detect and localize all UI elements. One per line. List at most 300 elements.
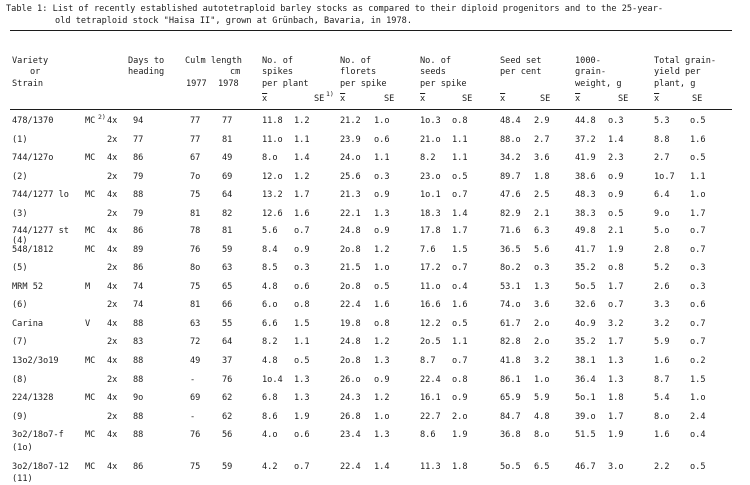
cell-spse: 1.6 — [294, 209, 310, 219]
cell-ploidy: 2x — [107, 375, 118, 385]
cell-ssx: 89.7 — [500, 172, 521, 182]
cell-ssx: 74.o — [500, 300, 521, 310]
cell-ssse: o.3 — [534, 263, 550, 273]
header-culm-1: Culm length — [185, 56, 242, 66]
cell-days: 88 — [133, 430, 144, 440]
cell-days: 86 — [133, 462, 144, 472]
cell-ylse: o.3 — [690, 263, 706, 273]
cell-gwx: 5o.1 — [575, 393, 596, 403]
cell-gwse: o.9 — [608, 190, 624, 200]
cell-gwse: 1.9 — [608, 430, 624, 440]
cell-mark: MC — [85, 356, 96, 366]
cell-mark: M — [85, 282, 91, 292]
cell-ssx: 36.5 — [500, 245, 521, 255]
cell-ssx: 86.1 — [500, 375, 521, 385]
header-spikes-3: per plant — [262, 79, 309, 89]
cell-gwse: 2.1 — [608, 226, 624, 236]
cell-flse: 1.3 — [374, 209, 390, 219]
cell-sdse: 1.1 — [452, 337, 468, 347]
cell-gwx: 48.3 — [575, 190, 596, 200]
header-seeds-se: SE — [462, 94, 473, 104]
cell-c77: 77 — [190, 135, 201, 145]
cell-ploidy: 2x — [107, 300, 118, 310]
cell-spse: o.7 — [294, 226, 310, 236]
cell-days: 94 — [133, 116, 144, 126]
cell-days: 79 — [133, 172, 144, 182]
cell-c78: 62 — [222, 412, 233, 422]
cell-sdse: 2.o — [452, 412, 468, 422]
cell-flx: 24.3 — [340, 393, 361, 403]
cell-spse: 1.2 — [294, 172, 310, 182]
header-florets-2: florets — [340, 67, 377, 77]
cell-sdx: 18.3 — [420, 209, 441, 219]
cell-ssse: 2.5 — [534, 190, 550, 200]
cell-sdx: 23.o — [420, 172, 441, 182]
cell-ylx: 5.2 — [654, 263, 670, 273]
cell-ploidy: 2x — [107, 412, 118, 422]
cell-ploidy: 4x — [107, 190, 118, 200]
cell-flx: 21.5 — [340, 263, 361, 273]
cell-flse: 1.3 — [374, 430, 390, 440]
cell-ssx: 47.6 — [500, 190, 521, 200]
cell-ploidy: 4x — [107, 430, 118, 440]
cell-c77: 75 — [190, 190, 201, 200]
cell-spx: 13.2 — [262, 190, 283, 200]
header-seedset-se: SE — [540, 94, 551, 104]
header-variety-3: Strain — [12, 79, 44, 89]
cell-spse: 1.2 — [294, 116, 310, 126]
cell-spx: 12.6 — [262, 209, 283, 219]
cell-ylse: 2.4 — [690, 412, 706, 422]
cell-ploidy: 2x — [107, 135, 118, 145]
cell-ssse: 5.9 — [534, 393, 550, 403]
cell-ssse: 2.o — [534, 319, 550, 329]
cell-spx: 4.2 — [262, 462, 278, 472]
table-caption-line-1: Table 1: List of recently established autotetraploid barley stocks as compared to their diploid progenitors and to the 25-year- — [6, 4, 664, 14]
cell-ssse: 3.6 — [534, 153, 550, 163]
cell-variety: (8) — [12, 375, 28, 385]
cell-gwx: 38.1 — [575, 356, 596, 366]
cell-variety: 3o2/18o7-f — [12, 430, 64, 440]
cell-ylx: 8.7 — [654, 375, 670, 385]
cell-gwse: 1.4 — [608, 135, 624, 145]
header-grainw-x: $\overline{x}$ — [575, 94, 581, 104]
cell-variety: (9) — [12, 412, 28, 422]
cell-mark: MC — [85, 462, 96, 472]
cell-sdx: 17.8 — [420, 226, 441, 236]
cell-ssx: 53.1 — [500, 282, 521, 292]
cell-ylse: o.7 — [690, 319, 706, 329]
cell-sdx: 8.2 — [420, 153, 436, 163]
cell-ylx: 1.6 — [654, 356, 670, 366]
cell-sdx: 22.4 — [420, 375, 441, 385]
cell-ylx: 5.9 — [654, 337, 670, 347]
header-florets-se: SE — [384, 94, 395, 104]
cell-sdx: 8.7 — [420, 356, 436, 366]
cell-flx: 26.8 — [340, 412, 361, 422]
cell-c78: 59 — [222, 462, 233, 472]
cell-flx: 21.3 — [340, 190, 361, 200]
cell-ylse: 1.5 — [690, 375, 706, 385]
cell-gwx: 49.8 — [575, 226, 596, 236]
cell-ylx: 8.o — [654, 412, 670, 422]
cell-spse: o.6 — [294, 282, 310, 292]
cell-gwx: 51.5 — [575, 430, 596, 440]
cell-c78: 77 — [222, 116, 233, 126]
cell-flse: o.3 — [374, 172, 390, 182]
cell-spx: 8.5 — [262, 263, 278, 273]
cell-flx: 2o.8 — [340, 282, 361, 292]
cell-flse: o.6 — [374, 135, 390, 145]
cell-gwx: 41.7 — [575, 245, 596, 255]
cell-ploidy: 4x — [107, 282, 118, 292]
cell-c77: - — [190, 375, 196, 385]
cell-gwx: 5o.5 — [575, 282, 596, 292]
cell-ylx: 3.2 — [654, 319, 670, 329]
cell-flse: o.8 — [374, 319, 390, 329]
cell-flse: 1.o — [374, 116, 390, 126]
cell-c77: 78 — [190, 226, 201, 236]
cell-gwx: 38.3 — [575, 209, 596, 219]
cell-ssx: 8o.2 — [500, 263, 521, 273]
cell-ssse: 4.8 — [534, 412, 550, 422]
cell-sdse: 1.1 — [452, 153, 468, 163]
cell-flx: 22.1 — [340, 209, 361, 219]
cell-spx: 8.6 — [262, 412, 278, 422]
cell-sdx: 11.3 — [420, 462, 441, 472]
cell-ploidy: 4x — [107, 356, 118, 366]
cell-mark: MC — [85, 116, 96, 126]
cell-flse: o.5 — [374, 282, 390, 292]
cell-flse: o.9 — [374, 375, 390, 385]
cell-gwx: 39.o — [575, 412, 596, 422]
cell-sdse: 1.5 — [452, 245, 468, 255]
cell-flse: 1.1 — [374, 153, 390, 163]
cell-flx: 25.6 — [340, 172, 361, 182]
cell-mark: MC — [85, 430, 96, 440]
cell-variety: 548/1812 — [12, 245, 54, 255]
cell-sdse: 1.1 — [452, 135, 468, 145]
cell-c78: 81 — [222, 135, 233, 145]
cell-c78: 64 — [222, 337, 233, 347]
cell-ylx: 8.8 — [654, 135, 670, 145]
cell-mark: MC — [85, 245, 96, 255]
cell-ssse: 3.6 — [534, 300, 550, 310]
cell-variety: (11) — [12, 474, 33, 484]
cell-ssx: 36.8 — [500, 430, 521, 440]
cell-c77: 8o — [190, 263, 201, 273]
cell-spx: 11.8 — [262, 116, 283, 126]
cell-c77: 81 — [190, 209, 201, 219]
cell-spx: 8.2 — [262, 337, 278, 347]
cell-c77: 75 — [190, 462, 201, 472]
cell-ylx: 2.8 — [654, 245, 670, 255]
cell-sdse: 1.6 — [452, 300, 468, 310]
cell-spse: o.3 — [294, 263, 310, 273]
cell-ylse: o.7 — [690, 337, 706, 347]
cell-variety: (1) — [12, 135, 28, 145]
cell-ylse: o.5 — [690, 462, 706, 472]
cell-days: 74 — [133, 300, 144, 310]
header-seeds-3: per spike — [420, 79, 467, 89]
header-seeds-x: $\overline{x}$ — [420, 94, 426, 104]
header-yield-1: Total grain- — [654, 56, 717, 66]
cell-c78: 63 — [222, 263, 233, 273]
cell-gwx: 4o.9 — [575, 319, 596, 329]
cell-days: 88 — [133, 190, 144, 200]
header-days-1: Days to — [128, 56, 165, 66]
header-seedset-2: per cent — [500, 67, 542, 77]
cell-sdse: o.4 — [452, 282, 468, 292]
header-spikes-1: No. of — [262, 56, 294, 66]
cell-gwse: o.5 — [608, 209, 624, 219]
cell-ssse: 6.5 — [534, 462, 550, 472]
cell-spse: o.6 — [294, 430, 310, 440]
cell-flse: 1.4 — [374, 462, 390, 472]
cell-sdx: 22.7 — [420, 412, 441, 422]
header-spikes-x: $\overline{x}$ — [262, 94, 268, 104]
header-florets-3: per spike — [340, 79, 387, 89]
cell-gwse: 1.7 — [608, 282, 624, 292]
cell-sdx: 11.o — [420, 282, 441, 292]
cell-c77: 77 — [190, 116, 201, 126]
cell-days: 86 — [133, 263, 144, 273]
cell-spx: 6.8 — [262, 393, 278, 403]
cell-spx: 1o.4 — [262, 375, 283, 385]
cell-ploidy: 4x — [107, 319, 118, 329]
cell-spx: 12.o — [262, 172, 283, 182]
cell-flx: 22.4 — [340, 300, 361, 310]
cell-ploidy: 4x — [107, 226, 118, 236]
cell-ssx: 82.8 — [500, 337, 521, 347]
cell-spx: 6.o — [262, 300, 278, 310]
cell-ssse: 2.9 — [534, 116, 550, 126]
cell-variety: MRM 52 — [12, 282, 44, 292]
cell-spse: 1.9 — [294, 412, 310, 422]
cell-mark: MC — [85, 393, 96, 403]
cell-gwse: o.8 — [608, 263, 624, 273]
cell-mark: MC — [85, 190, 96, 200]
cell-c77: 7o — [190, 172, 201, 182]
cell-gwse: 1.3 — [608, 375, 624, 385]
cell-sdse: 1.7 — [452, 226, 468, 236]
cell-ploidy: 2x — [107, 337, 118, 347]
cell-ssse: 1.3 — [534, 282, 550, 292]
header-seeds-2: seeds — [420, 67, 446, 77]
cell-gwx: 35.2 — [575, 263, 596, 273]
cell-sdse: 1.4 — [452, 209, 468, 219]
cell-ploidy: 2x — [107, 263, 118, 273]
cell-spse: 1.7 — [294, 190, 310, 200]
header-top-rule — [10, 30, 732, 31]
cell-flx: 23.4 — [340, 430, 361, 440]
header-variety-2: or — [30, 67, 41, 77]
cell-days: 9o — [133, 393, 144, 403]
cell-sdse: 1.9 — [452, 430, 468, 440]
cell-c78: 49 — [222, 153, 233, 163]
cell-sdx: 17.2 — [420, 263, 441, 273]
cell-ylse: 1.o — [690, 190, 706, 200]
cell-flx: 24.o — [340, 153, 361, 163]
cell-variety: 744/1277 st — [12, 226, 69, 236]
cell-sdse: o.7 — [452, 263, 468, 273]
cell-sdse: o.8 — [452, 116, 468, 126]
cell-ssx: 5o.5 — [500, 462, 521, 472]
header-spikes-2: spikes — [262, 67, 294, 77]
cell-ylse: o.5 — [690, 116, 706, 126]
cell-ylse: 1.7 — [690, 209, 706, 219]
header-bottom-rule — [10, 109, 732, 110]
cell-variety: 744/1277 lo — [12, 190, 69, 200]
cell-footnote: 2) — [98, 113, 106, 121]
cell-ssse: 2.7 — [534, 135, 550, 145]
cell-sdse: 1.8 — [452, 462, 468, 472]
cell-gwx: 36.4 — [575, 375, 596, 385]
cell-gwx: 46.7 — [575, 462, 596, 472]
cell-gwse: o.9 — [608, 172, 624, 182]
cell-gwse: 2.3 — [608, 153, 624, 163]
header-variety-1: Variety — [12, 56, 49, 66]
cell-spx: 8.4 — [262, 245, 278, 255]
cell-flse: 1.o — [374, 412, 390, 422]
cell-flse: o.9 — [374, 190, 390, 200]
cell-ylse: o.7 — [690, 226, 706, 236]
cell-spx: 4.o — [262, 430, 278, 440]
header-culm-1977: 1977 — [186, 79, 207, 89]
cell-days: 88 — [133, 356, 144, 366]
cell-mark: MC — [85, 226, 96, 236]
cell-ylse: o.3 — [690, 282, 706, 292]
cell-sdse: o.7 — [452, 190, 468, 200]
cell-ssx: 82.9 — [500, 209, 521, 219]
cell-sdx: 21.o — [420, 135, 441, 145]
cell-spse: o.9 — [294, 245, 310, 255]
cell-flx: 19.8 — [340, 319, 361, 329]
cell-spse: o.5 — [294, 356, 310, 366]
cell-days: 86 — [133, 226, 144, 236]
cell-ylse: 1.1 — [690, 172, 706, 182]
cell-c78: 64 — [222, 190, 233, 200]
cell-sdx: 16.1 — [420, 393, 441, 403]
cell-sdx: 1o.1 — [420, 190, 441, 200]
cell-ssse: 6.3 — [534, 226, 550, 236]
cell-ploidy: 4x — [107, 153, 118, 163]
cell-ylse: o.6 — [690, 300, 706, 310]
cell-spse: o.8 — [294, 300, 310, 310]
cell-spx: 4.8 — [262, 282, 278, 292]
cell-ploidy: 4x — [107, 116, 118, 126]
cell-c78: 76 — [222, 375, 233, 385]
cell-gwx: 38.6 — [575, 172, 596, 182]
cell-sdx: 16.6 — [420, 300, 441, 310]
cell-mark: V — [85, 319, 91, 329]
cell-variety: (4) — [12, 236, 28, 246]
header-grainw-1: 1000- — [575, 56, 601, 66]
cell-flx: 24.8 — [340, 337, 361, 347]
cell-gwse: o.3 — [608, 116, 624, 126]
cell-ylx: 2.7 — [654, 153, 670, 163]
header-spikes-se: SE — [314, 94, 325, 104]
cell-flse: 1.6 — [374, 300, 390, 310]
cell-ylx: 5.3 — [654, 116, 670, 126]
cell-ylx: 5.4 — [654, 393, 670, 403]
cell-gwse: 1.8 — [608, 393, 624, 403]
cell-c77: 49 — [190, 356, 201, 366]
header-grainw-2: grain- — [575, 67, 607, 77]
cell-flx: 21.2 — [340, 116, 361, 126]
cell-ploidy: 4x — [107, 393, 118, 403]
cell-c78: 66 — [222, 300, 233, 310]
header-yield-2: yield per — [654, 67, 701, 77]
cell-c77: 75 — [190, 282, 201, 292]
cell-sdse: o.7 — [452, 356, 468, 366]
cell-gwx: 32.6 — [575, 300, 596, 310]
header-florets-1: No. of — [340, 56, 372, 66]
cell-c77: - — [190, 412, 196, 422]
cell-flx: 23.9 — [340, 135, 361, 145]
cell-gwx: 41.9 — [575, 153, 596, 163]
cell-c77: 67 — [190, 153, 201, 163]
cell-variety: (7) — [12, 337, 28, 347]
cell-ploidy: 4x — [107, 245, 118, 255]
header-seedset-x: $\overline{x}$ — [500, 94, 506, 104]
cell-variety: Carina — [12, 319, 44, 329]
cell-variety: (3) — [12, 209, 28, 219]
cell-c77: 69 — [190, 393, 201, 403]
cell-flse: o.9 — [374, 226, 390, 236]
cell-gwse: 1.9 — [608, 245, 624, 255]
cell-c78: 55 — [222, 319, 233, 329]
cell-spse: 1.5 — [294, 319, 310, 329]
cell-flse: 1.o — [374, 263, 390, 273]
header-florets-x: $\overline{x}$ — [340, 94, 346, 104]
cell-ylx: 1.6 — [654, 430, 670, 440]
cell-flx: 26.o — [340, 375, 361, 385]
cell-days: 88 — [133, 375, 144, 385]
cell-c77: 76 — [190, 245, 201, 255]
cell-c78: 59 — [222, 245, 233, 255]
header-seeds-1: No. of — [420, 56, 452, 66]
cell-variety: 3o2/18o7-12 — [12, 462, 69, 472]
cell-spx: 8.o — [262, 153, 278, 163]
cell-c78: 37 — [222, 356, 233, 366]
cell-gwx: 35.2 — [575, 337, 596, 347]
cell-ylse: o.4 — [690, 430, 706, 440]
cell-c78: 69 — [222, 172, 233, 182]
header-grainw-se: SE — [618, 94, 629, 104]
cell-sdse: o.5 — [452, 319, 468, 329]
cell-c78: 81 — [222, 226, 233, 236]
cell-ylse: o.2 — [690, 356, 706, 366]
cell-c77: 63 — [190, 319, 201, 329]
cell-ploidy: 4x — [107, 462, 118, 472]
cell-days: 86 — [133, 153, 144, 163]
cell-spse: 1.1 — [294, 135, 310, 145]
cell-days: 88 — [133, 319, 144, 329]
cell-sdse: o.5 — [452, 172, 468, 182]
cell-gwse: 3.2 — [608, 319, 624, 329]
cell-ploidy: 2x — [107, 209, 118, 219]
cell-spse: 1.3 — [294, 393, 310, 403]
cell-spx: 4.8 — [262, 356, 278, 366]
cell-gwx: 37.2 — [575, 135, 596, 145]
cell-days: 79 — [133, 209, 144, 219]
cell-flx: 22.4 — [340, 462, 361, 472]
cell-sdx: 12.2 — [420, 319, 441, 329]
cell-ssx: 48.4 — [500, 116, 521, 126]
cell-ylx: 3.3 — [654, 300, 670, 310]
header-days-2: heading — [128, 67, 165, 77]
